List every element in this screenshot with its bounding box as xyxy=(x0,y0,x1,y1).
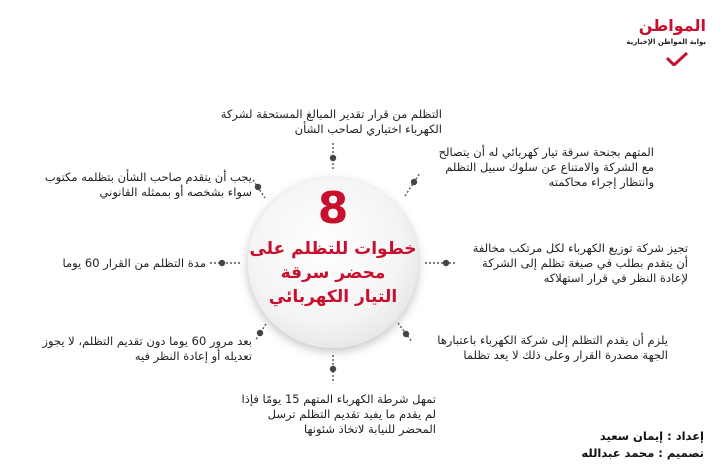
title-line-1: خطوات للتظلم على xyxy=(249,239,417,259)
credit-designed-by: تصميم : محمد عبدالله xyxy=(581,446,704,460)
step-4: يلزم أن يقدم التظلم إلى شركة الكهرباء باعتبارها الجهة مصدرة القرار وعلى ذلك لا يعد تظلما xyxy=(437,333,668,362)
title-line-3: التيار الكهربائي xyxy=(268,287,398,307)
step-3: تجيز شركة توزيع الكهرباء لكل مرتكب مخالفة أن يتقدم بطلب في صيغة تظلم إلى الشركة لإعادة النظر في قرار استهلاكه xyxy=(472,241,688,285)
spoke-dot-bottom xyxy=(330,366,336,372)
spoke-dot-left xyxy=(219,260,225,266)
title-number: 8 xyxy=(317,183,349,234)
step-5: تمهل شرطة الكهرباء المتهم 15 يومًا فإذا لم يقدم ما يفيد تقديم التظلم ترسل المحضر للنيابة لاتخاذ شئونها xyxy=(241,392,436,436)
title-line-2: محضر سرقة xyxy=(280,263,386,283)
spoke-dot-right xyxy=(443,260,449,266)
step-2: المتهم بجنحة سرقة تيار كهربائي له أن يتصالح مع الشركة والامتناع عن سلوك سبيل التظلم وانتظار إجراء محاكمته xyxy=(438,145,654,189)
step-1: التظلم من قرار تقدير المبالغ المستحقة لشركة الكهرباء اختياري لصاحب الشأن xyxy=(220,107,442,136)
spoke-dot-top xyxy=(330,155,336,161)
title-circle xyxy=(248,178,418,348)
spoke-dot-bottom-right xyxy=(403,331,409,337)
step-7: مدة التظلم من القرار 60 يوما xyxy=(62,256,206,270)
logo xyxy=(626,6,710,74)
step-6: بعد مرور 60 يوما دون تقديم التظلم، لا يجوز تعديله أو إعادة النظر فيه xyxy=(42,334,252,363)
logo-check-icon xyxy=(666,52,688,66)
spoke-dot-top-right xyxy=(411,179,417,185)
logo-subtitle: بوابة المواطن الإخبارية xyxy=(626,38,706,46)
step-8: يجب أن يتقدم صاحب الشأن بتظلمه مكتوب سواء بشخصه أو بممثله القانوني xyxy=(44,170,252,199)
credit-prepared-by: إعداد : إيمان سعيد xyxy=(599,429,704,443)
credits xyxy=(581,428,704,462)
logo-name: المواطن xyxy=(638,16,706,35)
spoke-dot-bottom-left xyxy=(257,330,263,336)
